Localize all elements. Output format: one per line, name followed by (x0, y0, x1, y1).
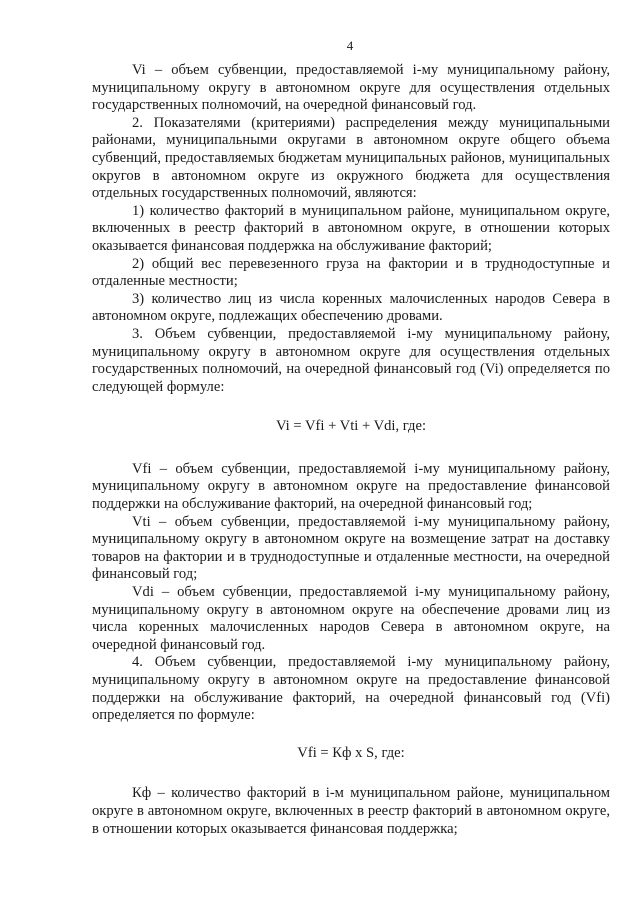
paragraph-section-3: 3. Объем субвенции, предоставляемой i-му муниципальному району, муниципальному округу в автономном округе для осуществления отдельных государственных полномочий, на очередной финансовый год (Vi) определяется по следующей формуле: (92, 325, 610, 395)
paragraph-criterion-2: 2) общий вес перевезенного груза на фактории и в труднодоступные и отдаленные местности; (92, 255, 610, 290)
paragraph-criteria: 2. Показателями (критериями) распределения между муниципальными районами, муниципальными округами в автономном округе общего объема субвенций, предоставляемых бюджетам муниципальных районов, муниципальных округов в автономном округе из окружного бюджета для осуществления отдельных государственных полномочий, являются: (92, 114, 610, 202)
paragraph-vdi-definition: Vdi – объем субвенции, предоставляемой i-му муниципальному району, муниципальному округу в автономном округе на обеспечение дровами лиц из числа коренных малочисленных народов Севера в автономном округе, на очередной финансовый год. (92, 584, 610, 653)
paragraph-vi-definition: Vi – объем субвенции, предоставляемой i-му муниципальному району, муниципальному округу в автономном округе для осуществления отдельных государственных полномочий, на очередной финансовый год. (92, 62, 610, 114)
paragraph-criterion-1: 1) количество факторий в муниципальном районе, муниципальном округе, включенных в реестр факторий в автономном округе, в отношении которых оказывается финансовая поддержка на обслуживание факторий; (92, 202, 610, 254)
paragraph-vfi-definition: Vfi – объем субвенции, предоставляемой i-му муниципальному району, муниципальному округу в автономном округе на предоставление финансовой поддержки на обслуживание факторий, на очередной финансовый год; (92, 460, 610, 513)
document-body (92, 62, 610, 838)
formula-vi: Vi = Vfi + Vti + Vdi, где: (275, 418, 426, 435)
paragraph-kf-definition: Кф – количество факторий в i-м муниципальном районе, муниципальном округе в автономном округе, включенных в реестр факторий в автономном округе, в отношении которых оказывается финансовая поддержка; (92, 785, 610, 837)
paragraph-section-4: 4. Объем субвенции, предоставляемой i-му муниципальному району, муниципальному округу в автономном округе на предоставление финансовой поддержки на обслуживание факторий, на очередной финансовый год (Vfi) определяется по формуле: (92, 654, 610, 724)
formula-vfi: Vfi = Кф x S, где: (297, 744, 405, 761)
page-number: 4 (346, 38, 354, 53)
paragraph-vti-definition: Vti – объем субвенции, предоставляемой i-му муниципальному району, муниципальному округу в автономном округе на возмещение затрат на доставку товаров на фактории и в труднодоступные и отдаленные местности, на очередной финансовый год; (92, 513, 610, 583)
paragraph-criterion-3: 3) количество лиц из числа коренных малочисленных народов Севера в автономном округе, подлежащих обеспечению дровами. (92, 290, 610, 325)
